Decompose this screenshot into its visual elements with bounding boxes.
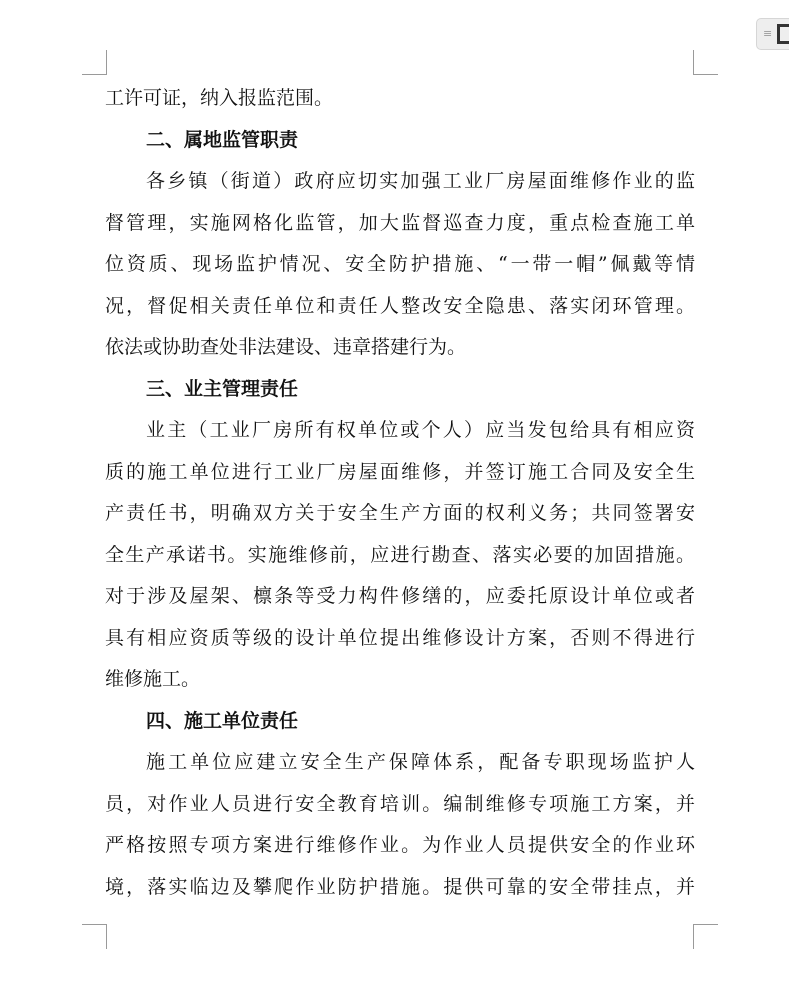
fullscreen-bracket-icon bbox=[777, 24, 789, 44]
paragraph-line: 境，落实临边及攀爬作业防护措施。提供可靠的安全带挂点，并 bbox=[105, 875, 695, 898]
paragraph-line: 具有相应资质等级的设计单位提出维修设计方案，否则不得进行 bbox=[105, 626, 695, 649]
paragraph-line: 况，督促相关责任单位和责任人整改安全隐患、落实闭环管理。 bbox=[105, 294, 695, 317]
paragraph-line: 员，对作业人员进行安全教育培训。编制维修专项施工方案，并 bbox=[105, 792, 695, 815]
paragraph-line: 依法或协助查处非法建设、违章搭建行为。 bbox=[105, 336, 467, 358]
paragraph-line: 全生产承诺书。实施维修前，应进行勘查、落实必要的加固措施。 bbox=[105, 543, 695, 566]
paragraph-line: 业主（工业厂房所有权单位或个人）应当发包给具有相应资 bbox=[146, 419, 695, 441]
paragraph-line: 各乡镇（街道）政府应切实加强工业厂房屋面维修作业的监 bbox=[146, 170, 695, 192]
paragraph-line: 严格按照专项方案进行维修作业。为作业人员提供安全的作业环 bbox=[105, 834, 695, 856]
paragraph-line: 对于涉及屋架、檩条等受力构件修缮的，应委托原设计单位或者 bbox=[105, 585, 695, 607]
margin-corner-bottom-left bbox=[82, 924, 107, 949]
paragraph-line: 维修施工。 bbox=[105, 668, 201, 690]
margin-corner-bottom-right bbox=[693, 924, 718, 949]
paragraph-line: 工许可证，纳入报监范围。 bbox=[105, 87, 334, 109]
document-body bbox=[105, 78, 695, 908]
paragraph-line: 施工单位应建立安全生产保障体系，配备专职现场监护人 bbox=[146, 751, 695, 773]
margin-corner-top-left bbox=[82, 50, 107, 75]
paragraph-line: 质的施工单位进行工业厂房屋面维修，并签订施工合同及安全生 bbox=[105, 460, 695, 483]
side-panel-toggle[interactable] bbox=[756, 18, 789, 50]
section-heading: 二、属地监管职责 bbox=[146, 128, 299, 151]
section-heading: 三、业主管理责任 bbox=[146, 377, 299, 400]
margin-corner-top-right bbox=[693, 50, 718, 75]
paragraph-line: 督管理，实施网格化监管，加大监督巡查力度，重点检查施工单 bbox=[105, 211, 695, 234]
paragraph-line: 产责任书，明确双方关于安全生产方面的权利义务；共同签署安 bbox=[105, 502, 695, 524]
section-heading: 四、施工单位责任 bbox=[146, 709, 299, 732]
menu-lines-icon: ≡ bbox=[763, 27, 773, 40]
paragraph-line: 位资质、现场监护情况、安全防护措施、“一带一帽”佩戴等情 bbox=[105, 253, 695, 275]
